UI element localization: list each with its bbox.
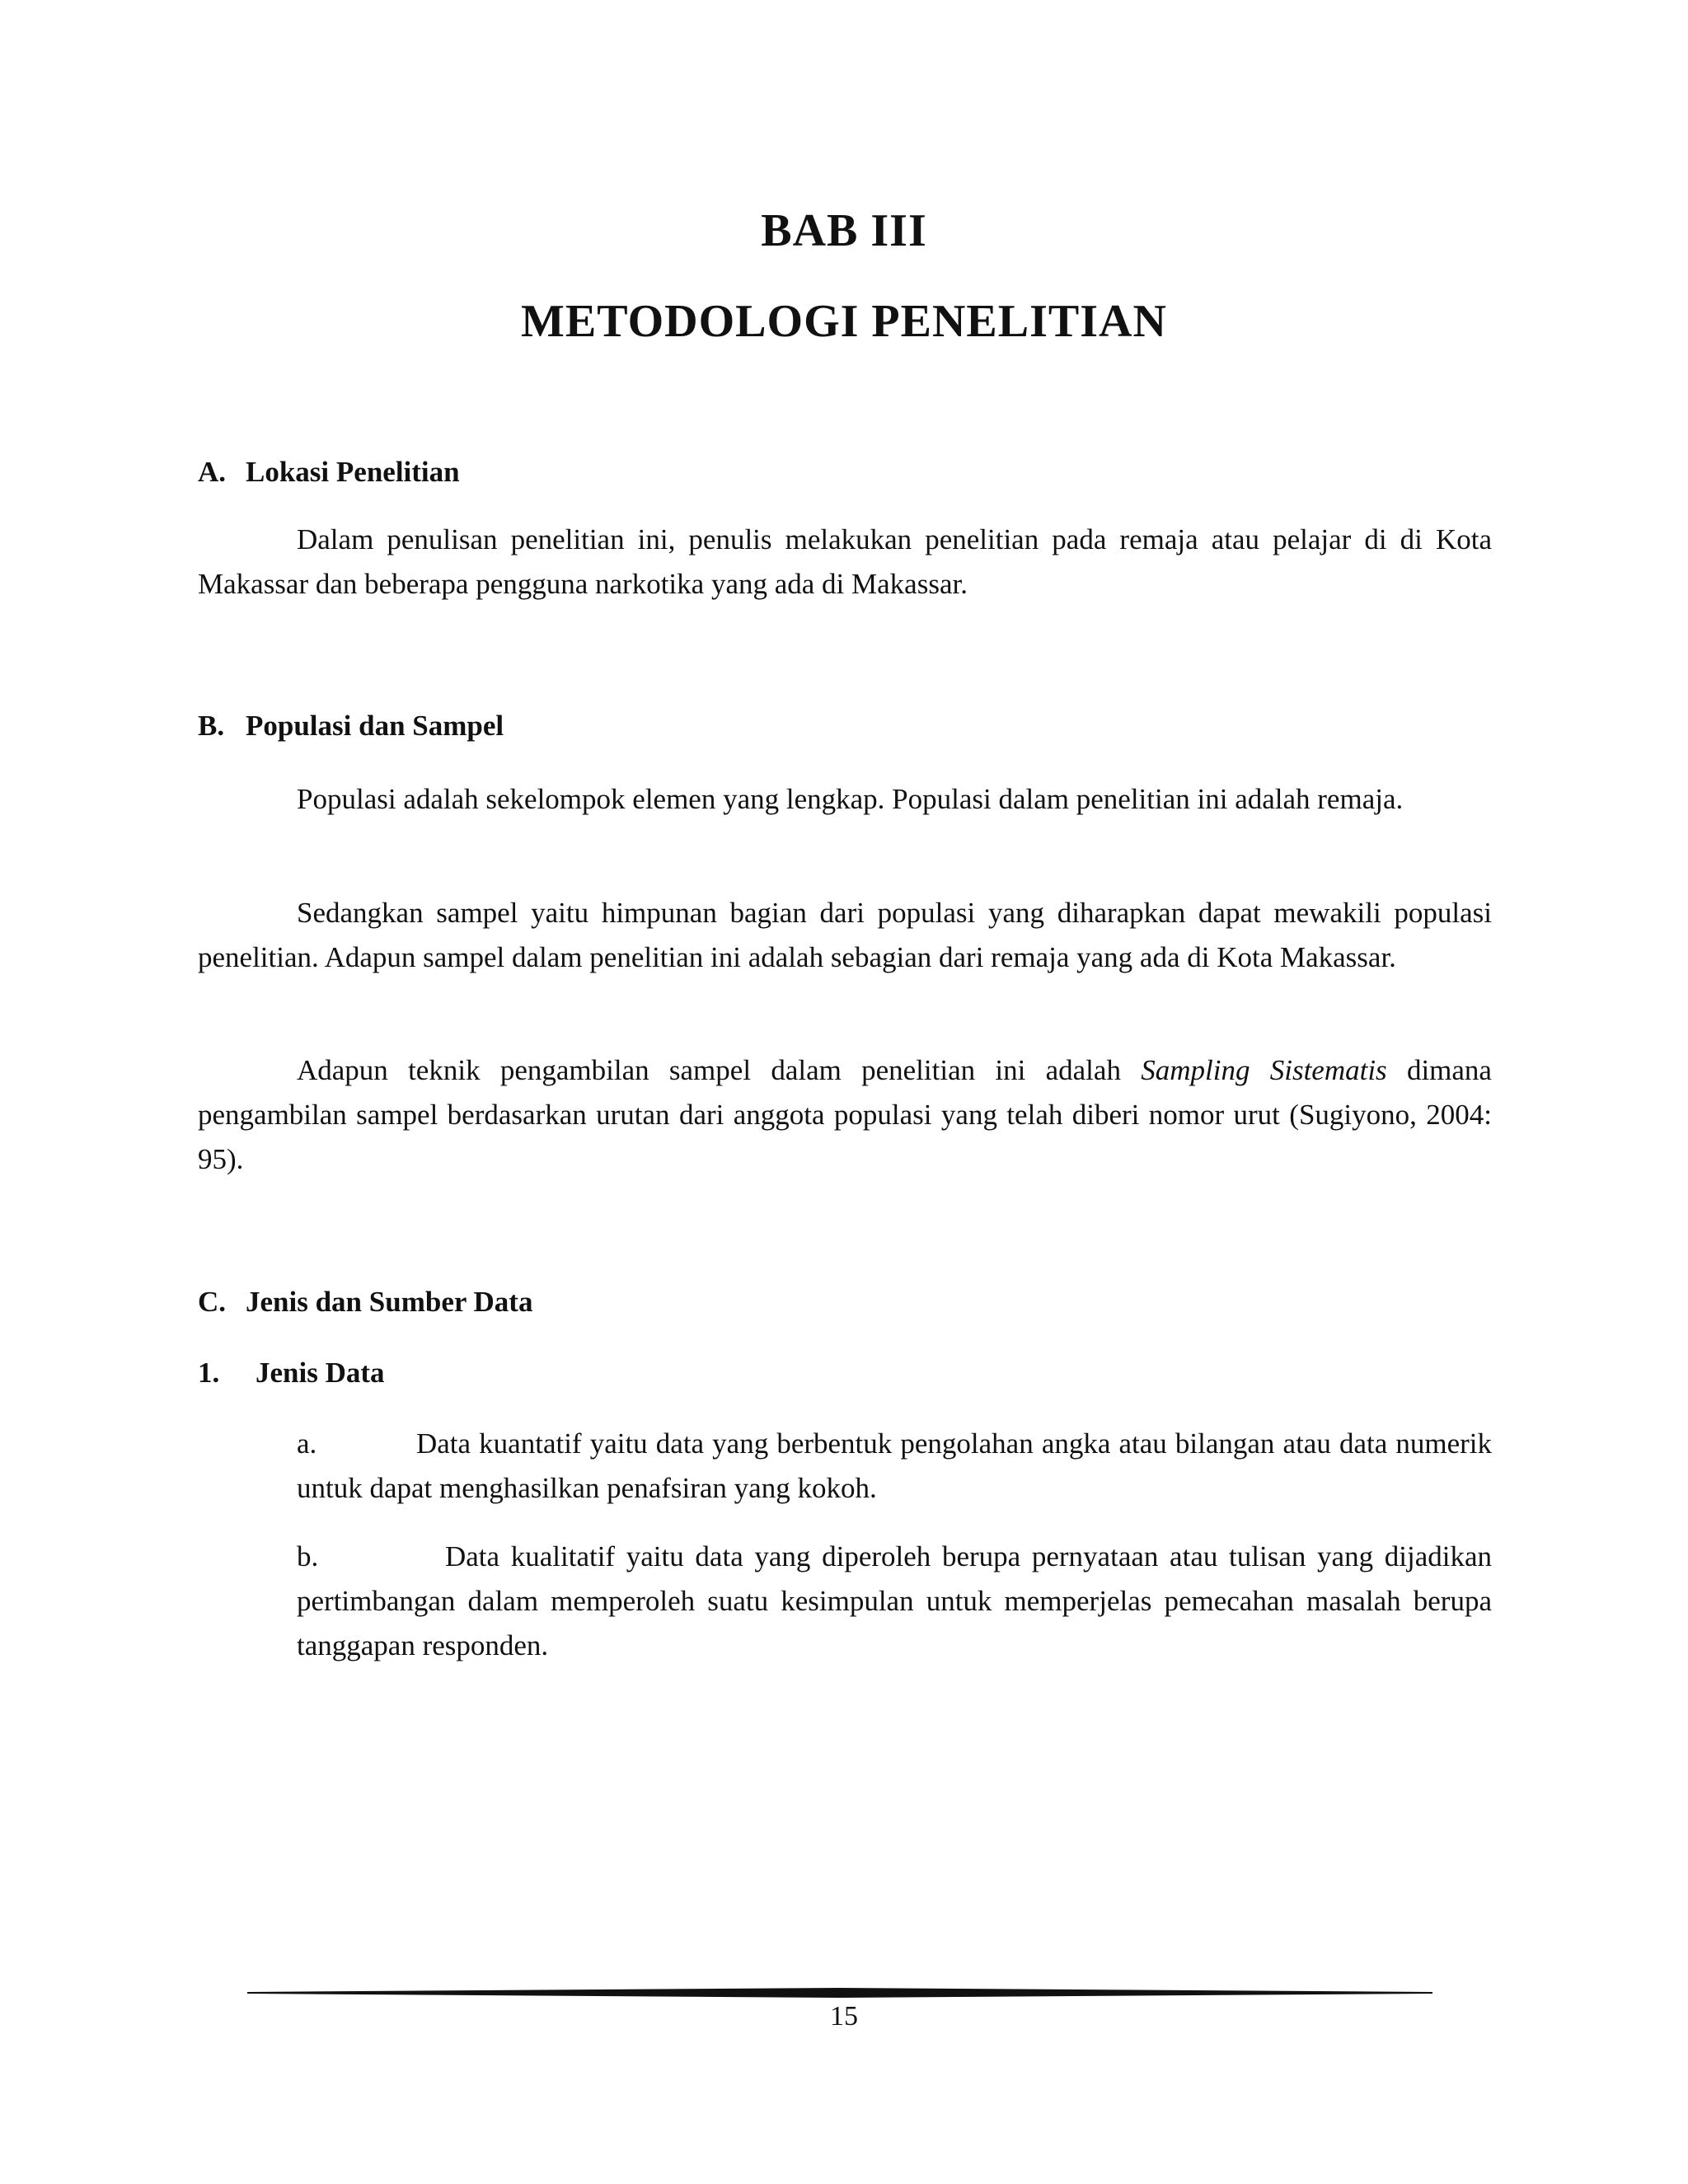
list-item-text: Data kuantatif yaitu data yang berbentuk pengolahan angka atau bilangan atau data numerik untuk dapat menghasilkan penafsiran yang kokoh. xyxy=(297,1427,1492,1504)
list-item-marker: a. xyxy=(297,1427,317,1460)
section-b-title: Populasi dan Sampel xyxy=(246,710,504,742)
section-c-title: Jenis dan Sumber Data xyxy=(246,1286,533,1318)
list-item-marker: b. xyxy=(297,1540,319,1572)
list-item xyxy=(297,1422,1492,1511)
chapter-title: METODOLOGI PENELITIAN xyxy=(521,296,1167,347)
subsection-1-title: Jenis Data xyxy=(256,1357,385,1389)
subsection-1-heading xyxy=(198,1358,385,1387)
sampling-method-term: Sampling Sistematis xyxy=(1141,1054,1387,1086)
section-b-paragraph-2: Sedangkan sampel yaitu himpunan bagian dari populasi yang diharapkan dapat mewakili populasi penelitian. Adapun sampel dalam penelitian ini adalah sebagian dari remaja yang ada di Kota Makassar. xyxy=(198,897,1492,973)
section-a-letter: A. xyxy=(198,456,227,488)
section-b-heading xyxy=(198,711,504,740)
section-a-title: Lokasi Penelitian xyxy=(246,456,460,488)
chapter-number: BAB III xyxy=(761,205,927,256)
section-c-heading xyxy=(198,1287,532,1316)
footer-divider xyxy=(247,1986,1432,1999)
section-b-letter: B. xyxy=(198,710,225,742)
list-item xyxy=(297,1535,1492,1668)
page-number: 15 xyxy=(830,2001,858,2032)
subsection-1-number: 1. xyxy=(198,1357,220,1389)
section-a-heading xyxy=(198,457,460,486)
section-a-paragraph: Dalam penulisan penelitian ini, penulis melakukan penelitian pada remaja atau pelajar di di Kota Makassar dan beberapa pengguna narkotika yang ada di Makassar. xyxy=(198,523,1492,600)
section-b-paragraph-1: Populasi adalah sekelompok elemen yang lengkap. Populasi dalam penelitian ini adalah remaja. xyxy=(297,783,1404,815)
section-c-letter: C. xyxy=(198,1286,227,1318)
list-item-text: Data kualitatif yaitu data yang diperoleh berupa pernyataan atau tulisan yang dijadikan pertimbangan dalam memperoleh suatu kesimpulan untuk memperjelas pemecahan masalah berupa tanggapan responden. xyxy=(297,1540,1492,1661)
section-b-paragraph-3: Adapun teknik pengambilan sampel dalam penelitian ini adalah Sampling Sistematis dimana pengambilan sampel berdasarkan urutan dari anggota populasi yang telah diberi nomor urut (Sugiyono, 2004: 95). xyxy=(198,1054,1492,1175)
